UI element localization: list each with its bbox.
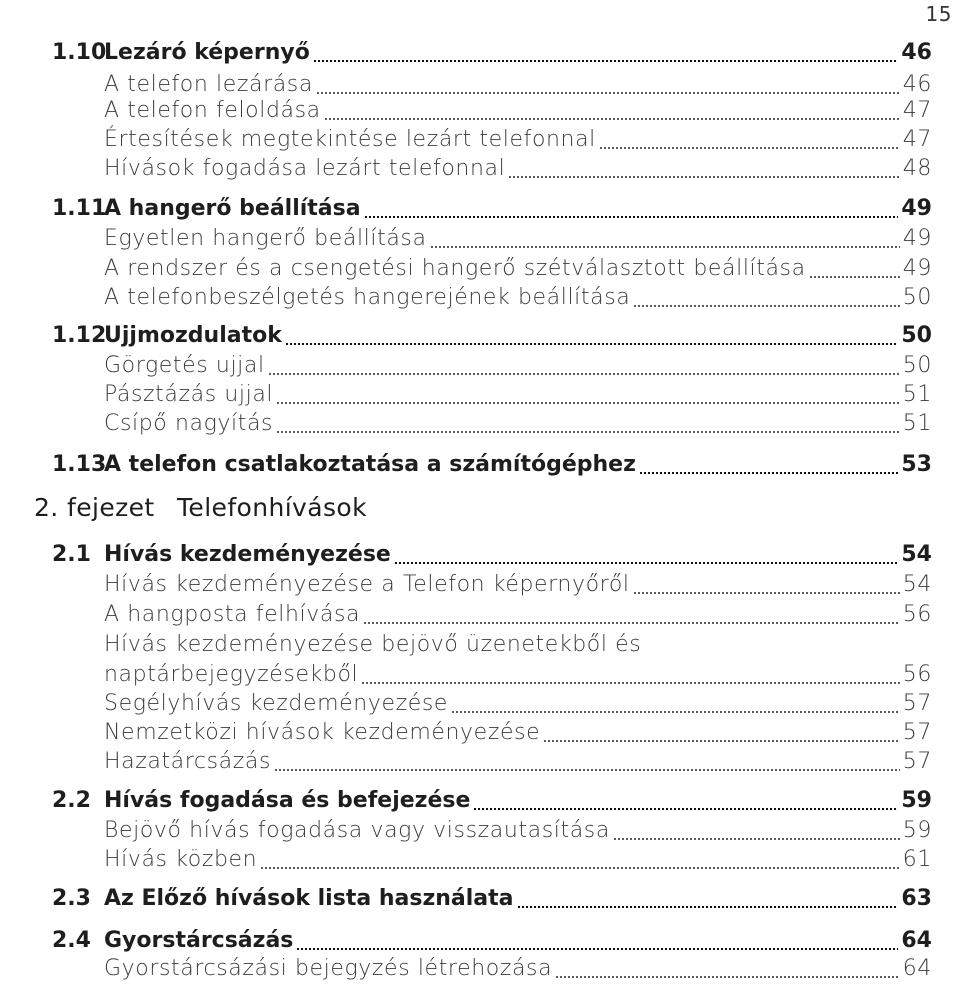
leader-dots (633, 305, 899, 307)
section-number: 2.2 (52, 788, 91, 813)
entry-title: Segélyhívás kezdeményezése (104, 691, 449, 716)
section-number: 1.12 (52, 323, 107, 348)
page-number: 15 (925, 2, 952, 26)
leader-dots (508, 176, 899, 178)
page-ref: 56 (902, 602, 932, 627)
leader-dots (555, 976, 900, 978)
entry-title: Értesítések megtekintése lezárt telefonnal (104, 127, 596, 152)
toc-section-1-10[interactable] (52, 36, 932, 70)
page-ref: 51 (902, 382, 932, 407)
leader-dots (613, 838, 900, 840)
page-ref: 57 (902, 691, 932, 716)
toc-entry[interactable] (52, 745, 932, 779)
entry-title: Bejövő hívás fogadása vagy visszautasítása (104, 818, 610, 843)
section-title: Hívás fogadása és befejezése (104, 788, 471, 813)
leader-dots (363, 622, 900, 624)
section-title: Ujjmozdulatok (104, 323, 282, 348)
page-ref: 64 (902, 956, 932, 981)
leader-dots (430, 246, 900, 248)
leader-dots (517, 906, 899, 908)
entry-title: Hívás kezdeményezése a Telefon képernyőről (104, 572, 630, 597)
page-ref: 57 (902, 720, 932, 745)
page-ref: 49 (902, 226, 932, 251)
section-number: 2.4 (52, 928, 91, 953)
section-number: 1.10 (52, 40, 107, 65)
page-ref: 50 (902, 353, 932, 378)
section-number: 1.13 (52, 452, 107, 477)
entry-title-first-line[interactable]: Hívás kezdeményezése bejövő üzenetekből és (104, 632, 642, 657)
leader-dots (543, 740, 900, 742)
leader-dots (639, 472, 898, 474)
entry-title: Egyetlen hangerő beállítása (104, 226, 427, 251)
section-title: Hívás kezdeményezése (104, 542, 391, 567)
leader-dots (274, 769, 900, 771)
toc-entry[interactable] (52, 843, 932, 877)
entry-title: A hangposta felhívása (104, 602, 361, 627)
entry-title: Hívás közben (104, 847, 258, 872)
section-number: 1.11 (52, 196, 107, 221)
leader-dots (260, 867, 900, 869)
page-ref: 46 (901, 40, 932, 65)
entry-title: Gyorstárcsázási bejegyzés létrehozása (104, 956, 553, 981)
page-ref: 57 (902, 749, 932, 774)
entry-title: A telefon feloldása (104, 98, 321, 123)
entry-title: Görgetés ujjal (104, 353, 265, 378)
page-ref: 63 (901, 886, 932, 911)
page-ref: 54 (901, 542, 932, 567)
page-ref: 49 (902, 256, 932, 281)
toc-section-2-1[interactable] (52, 538, 932, 572)
toc-entry[interactable] (52, 568, 932, 602)
entry-title: Hívások fogadása lezárt telefonnal (104, 156, 506, 181)
leader-dots (313, 60, 899, 62)
page-ref: 47 (902, 98, 932, 123)
page-ref: 50 (902, 285, 932, 310)
entry-title: A rendszer és a csengetési hangerő szétválasztott beállítása (104, 256, 806, 281)
leader-dots (599, 147, 900, 149)
leader-dots (324, 118, 900, 120)
leader-dots (268, 373, 900, 375)
leader-dots (276, 402, 900, 404)
toc-section-2-3[interactable] (52, 882, 932, 916)
leader-dots (451, 711, 900, 713)
page-ref: 61 (902, 847, 932, 872)
leader-dots (361, 682, 900, 684)
section-title: Az Előző hívások lista használata (104, 886, 514, 911)
toc-section-1-13[interactable] (52, 448, 932, 482)
page-ref: 64 (901, 928, 932, 953)
toc-entry[interactable] (52, 407, 932, 441)
leader-dots (394, 562, 899, 564)
page-ref: 51 (902, 411, 932, 436)
section-title: Lezáró képernyő (104, 40, 310, 65)
toc-section-2-2[interactable] (52, 784, 932, 818)
toc-entry[interactable] (52, 952, 932, 986)
leader-dots (473, 808, 898, 810)
page-ref: 50 (901, 323, 932, 348)
entry-title: Hazatárcsázás (104, 749, 272, 774)
page-ref: 49 (901, 196, 932, 221)
page-ref: 59 (901, 788, 932, 813)
leader-dots (364, 216, 899, 218)
leader-dots (296, 948, 898, 950)
entry-title: naptárbejegyzésekből (104, 662, 359, 687)
toc-entry[interactable] (52, 598, 932, 632)
entry-title: A telefonbeszélgetés hangerejének beállítása (104, 285, 631, 310)
section-title: Gyorstárcsázás (104, 928, 294, 953)
section-number: 2.1 (52, 542, 91, 567)
chapter-label: 2. fejezet (34, 493, 155, 522)
leader-dots (285, 343, 899, 345)
page-ref: 47 (902, 127, 932, 152)
page-ref: 46 (902, 72, 932, 97)
chapter-title: Telefonhívások (176, 493, 367, 522)
page-ref: 54 (902, 572, 932, 597)
entry-title: A telefon lezárása (104, 72, 313, 97)
leader-dots (809, 276, 900, 278)
toc-entry[interactable] (52, 152, 932, 186)
entry-title: Nemzetközi hívások kezdeményezése (104, 720, 541, 745)
section-title: A telefon csatlakoztatása a számítógéphez (104, 452, 636, 477)
toc-entry[interactable] (52, 222, 932, 256)
chapter-heading[interactable] (34, 493, 367, 522)
page-ref: 48 (902, 156, 932, 181)
toc-section-1-11[interactable] (52, 192, 932, 226)
section-title: A hangerő beállítása (104, 196, 361, 221)
toc-section-1-12[interactable] (52, 319, 932, 353)
page-ref: 56 (902, 662, 932, 687)
leader-dots (633, 592, 900, 594)
leader-dots (276, 431, 900, 433)
toc-entry[interactable] (52, 281, 932, 315)
entry-title: Pásztázás ujjal (104, 382, 274, 407)
page-ref: 53 (901, 452, 932, 477)
entry-title: Csípő nagyítás (104, 411, 274, 436)
page-ref: 59 (902, 818, 932, 843)
section-number: 2.3 (52, 886, 91, 911)
